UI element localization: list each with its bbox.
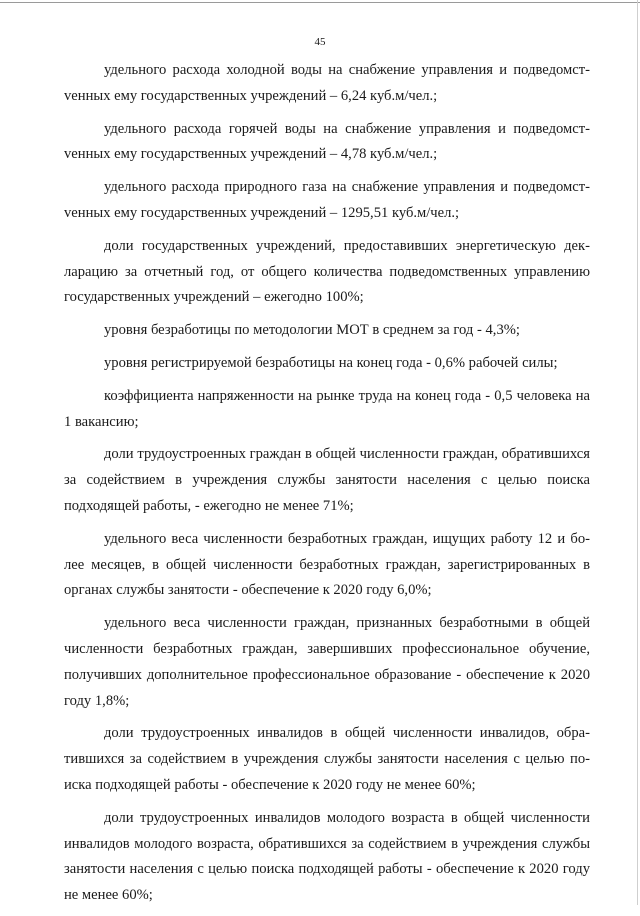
- paragraph-unemployment-ilo: уровня безработицы по методологии МОТ в среднем за год - 4,3%;: [104, 322, 520, 339]
- scan-top-edge-line: [0, 2, 640, 3]
- document-body: [64, 58, 590, 916]
- paragraph-employed-young-disabled: доли трудоустроенных инвалидов молодого возраста в общей численности инвалидов молодого возраста, обратившихся за содействием в учреждения службы занятости населения с целью поиска подходящей работы - обеспечение к 2020 году не менее 60%;: [64, 809, 590, 904]
- paragraph-energy-declaration: доли государственных учреждений, предоставивших энергетическую декларацию за отчетный год, от общего количества подведомственных управлению государственных учреждений – ежегодно 100%;: [64, 237, 590, 306]
- paragraph-long-term-unemployed: удельного веса численности безработных граждан, ищущих работу 12 и более месяцев, в общей численности безработных граждан, зарегистрированных в органах службы занятости - обеспечение к 2020 году 6,0%;: [64, 530, 590, 599]
- paragraph-employed-citizens: доли трудоустроенных граждан в общей численности граждан, обратившихся за содействием в учреждения службы занятости населения с целью поиска подходящей работы, - ежегодно не менее 71%;: [64, 446, 590, 514]
- paragraph-hot-water: удельного расхода горячей воды на снабжение управления и подведомстvенных ему государственных учреждений – 4,78 куб.м/чел.;: [64, 120, 590, 163]
- paragraph-natural-gas: удельного расхода природного газа на снабжение управления и подведомстvенных ему государственных учреждений – 1295,51 куб.м/чел.;: [64, 179, 590, 221]
- page-number: 45: [314, 36, 326, 48]
- paragraph-employed-disabled: доли трудоустроенных инвалидов в общей численности инвалидов, обратившихся за содействием в учреждения службы занятости населения с целью поиска подходящей работы - обеспечение к 2020 году не менее 60%;: [64, 725, 590, 793]
- scan-right-edge-line: [637, 0, 638, 905]
- paragraph-registered-unemployment: уровня регистрируемой безработицы на конец года - 0,6% рабочей силы;: [104, 354, 558, 371]
- paragraph-cold-water: удельного расхода холодной воды на снабжение управления и подведомстvенных ему государственных учреждений – 6,24 куб.м/чел.;: [64, 62, 590, 104]
- paragraph-retrained-unemployed: удельного веса численности граждан, признанных безработными в общей численности безработных граждан, завершивших профессиональное обучение, получивших дополнительное профессиональное образование - обеспечение к 2020 году 1,8%;: [64, 615, 590, 709]
- paragraph-labor-market-tension: коэффициента напряженности на рынке труда на конец года - 0,5 человека на 1 вакансию;: [64, 387, 590, 430]
